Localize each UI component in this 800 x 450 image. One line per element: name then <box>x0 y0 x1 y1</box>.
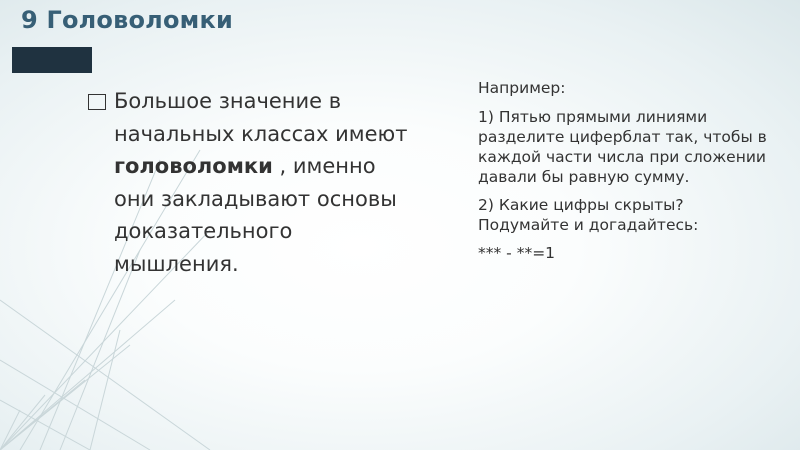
example-task-1: 1) Пятью прямыми линиями разделите циферблат так, чтобы в каждой части числа при сложении давали бы равную сумму. <box>478 108 767 186</box>
bullet-icon <box>88 94 106 110</box>
bullet-text-before: Большое значение в начальных классах имеют <box>114 89 408 146</box>
example-expression: *** - **=1 <box>478 244 556 262</box>
bullet-row <box>88 85 418 280</box>
bullet-text-bold: головоломки <box>114 154 273 178</box>
bullet-text-after: , именно они закладывают основы доказательного мышления. <box>114 154 397 276</box>
main-bullet <box>88 85 418 280</box>
example-heading: Например: <box>478 79 566 97</box>
accent-bar <box>12 47 92 73</box>
example-block <box>478 78 778 271</box>
bullet-text <box>114 85 418 280</box>
page-title: 9 Головоломки <box>21 6 233 34</box>
example-task-2: 2) Какие цифры скрыты? Подумайте и догадайтесь: <box>478 196 699 234</box>
